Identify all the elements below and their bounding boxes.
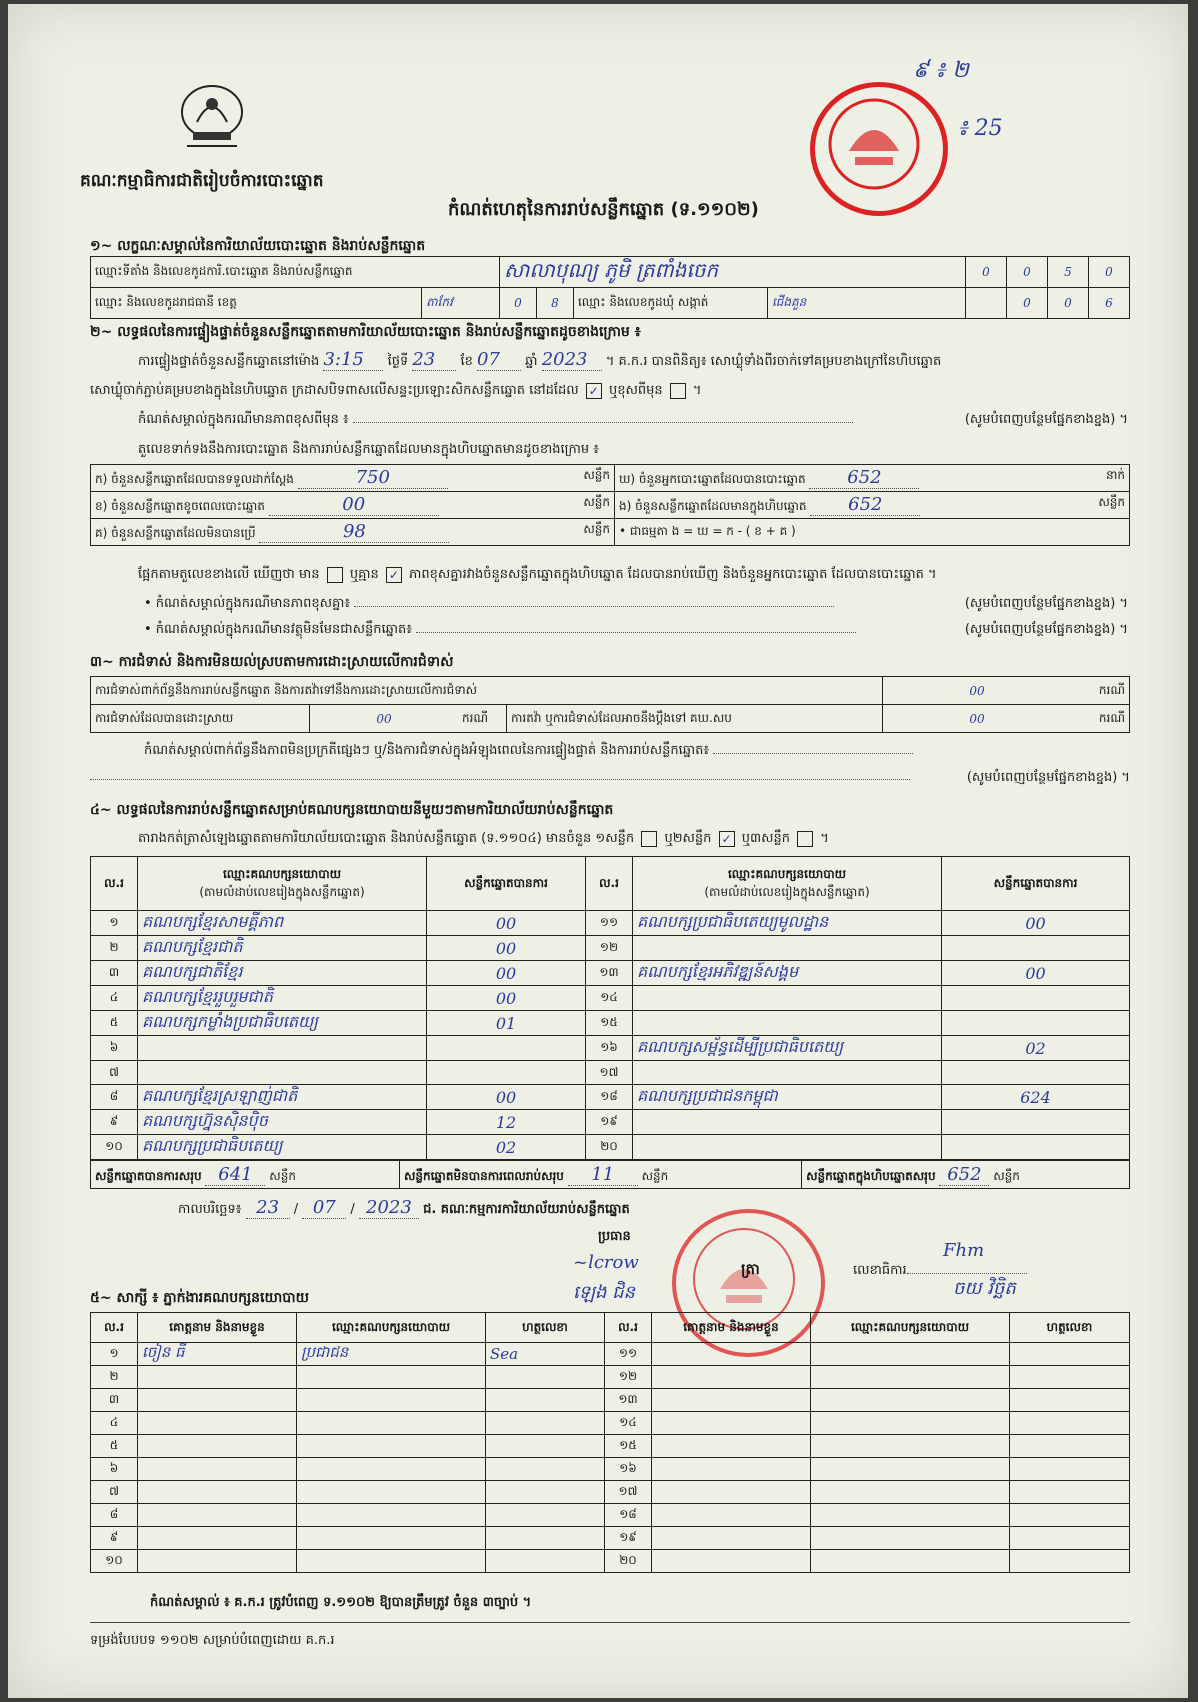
witness-name-left — [138, 1389, 297, 1412]
witness-party-left: ប្រជាជន — [297, 1343, 486, 1366]
result-votes-right: 00 — [942, 961, 1130, 986]
s3-r1-value: 00 — [883, 677, 1072, 705]
witness-row — [91, 1458, 1130, 1481]
result-no-right: ២០ — [586, 1135, 633, 1160]
result-party-left: គណបក្សជាតិខ្មែរ — [138, 961, 427, 986]
witness-row — [91, 1481, 1130, 1504]
nec-emblem — [173, 82, 251, 154]
witness-row — [91, 1550, 1130, 1573]
s2-bullet-1: • កំណត់សម្គាល់ក្នុងករណីមានភាពខុសគ្នា៖ (សូមបំពេញបន្ថែមផ្នែកខាងខ្នង) ។ — [144, 596, 1128, 611]
time-value: 3:15 — [323, 349, 383, 371]
s3-note: កំណត់សម្គាល់ពាក់ព័ន្ធនឹងភាពមិនប្រក្រតីផ្សេងៗ ឬ/និងការជំទាស់ក្នុងអំឡុងពេលនៃការផ្ទៀងផ្ទាត់ និងការរាប់សន្លឹកឆ្នោត៖ — [144, 742, 1128, 761]
count-k-row: ក) ចំនួនសន្លឹកឆ្នោតដែលបានទទួលដាក់ស្ដែង 750 សន្លឹក — [91, 465, 615, 492]
total-invalid: សន្លឹកឆ្នោតមិនបានការពេលរាប់សរុប 11 សន្លឹក — [399, 1161, 801, 1189]
witness-party-right — [811, 1366, 1010, 1389]
witness-name-left — [138, 1435, 297, 1458]
witness-party-left — [297, 1481, 486, 1504]
col-party-right: ឈ្មោះគណបក្សនយោបាយ (តាមលំដាប់លេខរៀងក្នុងសន្លឹកឆ្នោត) — [633, 857, 942, 911]
witness-no-right: ១៣ — [605, 1389, 652, 1412]
section-1-heading: ១~ លក្ខណៈសម្គាល់នៃការិយាល័យបោះឆ្នោត និងរាប់សន្លឹកឆ្នោត — [90, 238, 426, 254]
result-no-right: ១១ — [586, 911, 633, 936]
footer-text: ទម្រង់បែបបទ ១១០២ សម្រាប់បំពេញដោយ គ.ក.រ — [90, 1633, 335, 1648]
date-line: កាលបរិច្ឆេទ៖ 23 / 07 / 2023 ជ. គណៈកម្មការការិយាល័យរាប់សន្លឹកឆ្នោត — [178, 1197, 630, 1218]
result-no-right: ១៥ — [586, 1011, 633, 1036]
witness-sign-right — [1010, 1412, 1130, 1435]
section-2-heading: ២~ លទ្ធផលនៃការផ្ទៀងផ្ទាត់ចំនួនសន្លឹកឆ្នោតតាមការិយាល័យបោះឆ្នោត និងរាប់សន្លឹកឆ្នោតដូចខាងក្រោម ៖ — [90, 324, 641, 340]
witness-sign-left — [486, 1550, 605, 1573]
total-valid: សន្លឹកឆ្នោតបានការសរុប 641 សន្លឹក — [91, 1161, 400, 1189]
result-party-right — [633, 986, 942, 1011]
witness-party-left — [297, 1550, 486, 1573]
s2-line1: ការផ្ទៀងផ្ទាត់ចំនួនសន្លឹកឆ្នោតនៅម៉ោង 3:15 ថ្ងៃទី 23 ខែ 07 ឆ្នាំ 2023 ។ គ.ក.រ បានពិនិត្យ៖ សោឃ្លុំទាំងពីរចាក់ទៅគម្របខាងក្រៅនៃហិបឆ្នោត — [138, 349, 942, 370]
result-party-left: គណបក្សខ្មែររួបរួមជាតិ — [138, 986, 427, 1011]
witness-name-right — [652, 1412, 811, 1435]
result-party-left: គណបក្សខ្មែរស្រឡាញ់ជាតិ — [138, 1085, 427, 1110]
result-party-left: គណបក្សហ្វ៊ុនស៊ិនប៉ិច — [138, 1110, 427, 1135]
result-no-left: ៤ — [91, 986, 138, 1011]
witness-sign-left — [486, 1527, 605, 1550]
result-party-right: គណបក្សសម្ព័ន្ធដើម្បីប្រជាធិបតេយ្យ — [633, 1036, 942, 1061]
result-votes-right: 624 — [942, 1085, 1130, 1110]
result-no-left: ៨ — [91, 1085, 138, 1110]
section-3-heading: ៣~ ការជំទាស់ និងការមិនយល់ស្របតាមការដោះស្រាយលើការជំទាស់ — [90, 654, 454, 670]
witness-no-left: ១០ — [91, 1550, 138, 1573]
witness-party-right — [811, 1527, 1010, 1550]
org-name: គណៈកម្មាធិការជាតិរៀបចំការបោះឆ្នោត — [80, 171, 324, 191]
s1-r2b-label: ឈ្មោះ និងលេខកូដឃុំ សង្កាត់ — [574, 288, 768, 318]
witness-no-left: ២ — [91, 1366, 138, 1389]
witness-sign-right — [1010, 1458, 1130, 1481]
year-value: 2023 — [542, 349, 602, 371]
witness-table: ល.រ គោត្តនាម និងនាមខ្លួន ឈ្មោះគណបក្សនយោបាយ ហត្ថលេខា ល.រ គោត្តនាម និងនាមខ្លួន ឈ្មោះគណបក្សនយោបាយ ហត្ថលេខា ១ ចៀន ធី ប្រជាជន Sea ១១ ២ ១២ ៣ ១៣ ៤ ១៤ ៥ ១៥ ៦ ១៦ ៧ ១៧ ៨ ១៨ ៩ ១៩ ១០ ២០ — [90, 1312, 1130, 1573]
result-row — [91, 961, 1130, 986]
result-no-right: ១៣ — [586, 961, 633, 986]
count-kh-row: ខ) ចំនួនសន្លឹកឆ្នោតខូចពេលបោះឆ្នោត 00 សន្លឹក — [91, 492, 615, 519]
stamp-note-1: ៩ ៖ ២ — [913, 58, 969, 83]
witness-name-right — [652, 1343, 811, 1366]
result-party-right — [633, 1135, 942, 1160]
s2-bullet-2: • កំណត់សម្គាល់ក្នុងករណីមានវត្ថុមិនមែនជាសន្លឹកឆ្នោត៖ (សូមបំពេញបន្ថែមផ្នែកខាងខ្នង) ។ — [144, 622, 1128, 637]
s3-r2-label: ការជំទាស់ដែលបានដោះស្រាយ — [91, 705, 310, 733]
s2-note: កំណត់សម្គាល់ក្នុងករណីមានភាពខុសពីមុន ៖ (សូមបំពេញបន្ថែមផ្នែកខាងខ្នង) ។ — [138, 412, 1128, 427]
witness-party-left — [297, 1458, 486, 1481]
s1-r2b-value: ជើងគួន — [772, 295, 807, 309]
result-party-right: គណបក្សប្រជាជនកម្ពុជា — [633, 1085, 942, 1110]
result-votes-left: 00 — [427, 911, 586, 936]
witness-sign-left — [486, 1366, 605, 1389]
result-votes-right: 02 — [942, 1036, 1130, 1061]
s1-r2b-code-2: 0 — [1048, 288, 1089, 319]
sheets-3-checkbox[interactable] — [797, 831, 813, 847]
month-value: 07 — [477, 349, 521, 371]
result-votes-right — [942, 1110, 1130, 1135]
witness-party-left — [297, 1412, 486, 1435]
secretary-label: លេខាធិការ — [853, 1262, 1027, 1281]
results-totals — [90, 1160, 1130, 1189]
witness-row — [91, 1504, 1130, 1527]
s3-note-line: (សូមបំពេញបន្ថែមផ្នែកខាងខ្នង) ។ — [90, 769, 1130, 788]
witness-party-left — [297, 1504, 486, 1527]
witness-name-left — [138, 1504, 297, 1527]
s3-r2-value: 00 — [310, 705, 459, 733]
witness-party-right — [811, 1389, 1010, 1412]
result-votes-left: 12 — [427, 1110, 586, 1135]
witness-sign-left — [486, 1389, 605, 1412]
witness-name-right — [652, 1527, 811, 1550]
different-checkbox[interactable] — [670, 383, 686, 399]
witness-party-left — [297, 1366, 486, 1389]
result-votes-left: 00 — [427, 1085, 586, 1110]
witness-sign-right — [1010, 1389, 1130, 1412]
witness-no-right: ១២ — [605, 1366, 652, 1389]
result-votes-left — [427, 1061, 586, 1085]
result-row — [91, 936, 1130, 961]
stamp-note-2: ៖ 25 — [958, 116, 1003, 141]
witness-no-left: ៨ — [91, 1504, 138, 1527]
result-party-right — [633, 1061, 942, 1085]
witness-sign-left — [486, 1412, 605, 1435]
result-votes-left: 02 — [427, 1135, 586, 1160]
col-no-right: ល.រ — [586, 857, 633, 911]
witness-no-left: ៤ — [91, 1412, 138, 1435]
results-table — [90, 856, 1130, 1160]
count-ko-row: គ) ចំនួនសន្លឹកឆ្នោតដែលមិនបានប្រើ 98 សន្លឹក — [91, 519, 615, 546]
witness-name-right — [652, 1504, 811, 1527]
col-no-left: ល.រ — [91, 857, 138, 911]
result-votes-right — [942, 1061, 1130, 1085]
section-4-heading: ៤~ លទ្ធផលនៃការរាប់សន្លឹកឆ្នោតសម្រាប់គណបក្សនយោបាយនីមួយៗតាមការិយាល័យរាប់សន្លឹកឆ្នោត — [90, 802, 614, 818]
counts-table — [90, 464, 1130, 546]
no-diff-checkbox[interactable]: ✓ — [386, 567, 402, 583]
seal-word: ត្រា — [741, 1260, 760, 1278]
witness-no-left: ៣ — [91, 1389, 138, 1412]
result-party-left: គណបក្សប្រជាធិបតេយ្យ — [138, 1135, 427, 1160]
s1-r1-code-3: 5 — [1048, 257, 1089, 288]
result-party-left — [138, 1036, 427, 1061]
result-no-left: ៦ — [91, 1036, 138, 1061]
witness-sign-right — [1010, 1343, 1130, 1366]
s1-r2b-code-1: 0 — [1007, 288, 1048, 319]
witness-party-left — [297, 1527, 486, 1550]
witness-party-right — [811, 1458, 1010, 1481]
witness-party-left — [297, 1389, 486, 1412]
count-k-value: 750 — [298, 467, 448, 489]
witness-no-right: ១៥ — [605, 1435, 652, 1458]
witness-no-right: ១១ — [605, 1343, 652, 1366]
witness-no-right: ១៨ — [605, 1504, 652, 1527]
result-party-right — [633, 1110, 942, 1135]
witness-no-right: ១៤ — [605, 1412, 652, 1435]
count-gh-value: 652 — [809, 467, 919, 489]
result-row — [91, 1085, 1130, 1110]
witness-no-left: ៧ — [91, 1481, 138, 1504]
chair-signature: ~lcrow — [573, 1252, 639, 1273]
witness-sign-right — [1010, 1550, 1130, 1573]
s2-counts-intro: តួលេខទាក់ទងនឹងការបោះឆ្នោត និងការរាប់សន្លឹកឆ្នោតដែលមានក្នុងហិបឆ្នោតមានដូចខាងក្រោម ៖ — [138, 442, 599, 457]
witness-name-left — [138, 1527, 297, 1550]
count-kh-value: 00 — [269, 494, 439, 516]
witness-name-left — [138, 1366, 297, 1389]
witness-party-right — [811, 1435, 1010, 1458]
witness-name-right — [652, 1389, 811, 1412]
footer-rule — [90, 1622, 1130, 1623]
count-ng-row: ង) ចំនួនសន្លឹកឆ្នោតដែលមានក្នុងហិបឆ្នោត 652 សន្លឹក — [615, 492, 1130, 519]
result-party-left: គណបក្សខ្មែរជាតិ — [138, 936, 427, 961]
witness-sign-right — [1010, 1481, 1130, 1504]
s1-r1-value: សាលាបុណ្យ ភូមិ ត្រពាំងចេក — [500, 257, 966, 288]
secretary-signature: Fhm — [943, 1240, 985, 1261]
witness-party-right — [811, 1504, 1010, 1527]
witness-party-right — [811, 1343, 1010, 1366]
sheets-2-checkbox[interactable]: ✓ — [719, 831, 735, 847]
s1-r1-code-2: 0 — [1007, 257, 1048, 288]
result-row — [91, 986, 1130, 1011]
s1-r1-label: ឈ្មោះទីតាំង និងលេខកូដការិ.បោះឆ្នោត និងរាប់សន្លឹកឆ្នោត — [91, 257, 500, 288]
result-votes-right — [942, 1135, 1130, 1160]
result-party-left: គណបក្សកម្លាំងប្រជាធិបតេយ្យ — [138, 1011, 427, 1036]
s1-r2-label: ឈ្មោះ និងលេខកូដរាជធានី ខេត្ត — [91, 288, 422, 318]
day-value: 23 — [412, 349, 456, 371]
result-no-right: ១៧ — [586, 1061, 633, 1085]
official-seal-top — [810, 82, 948, 216]
witness-sign-left — [486, 1435, 605, 1458]
result-no-right: ១៤ — [586, 986, 633, 1011]
result-no-right: ១៨ — [586, 1085, 633, 1110]
result-row — [91, 1135, 1130, 1160]
witness-row — [91, 1366, 1130, 1389]
witness-no-left: ៦ — [91, 1458, 138, 1481]
result-row — [91, 1110, 1130, 1135]
section-1-table — [90, 256, 1130, 319]
result-no-right: ១៩ — [586, 1110, 633, 1135]
witness-row — [91, 1343, 1130, 1366]
form-title: កំណត់ហេតុនៃការរាប់សន្លឹកឆ្នោត (ទ.១១០២) — [448, 199, 759, 220]
witness-name-left — [138, 1412, 297, 1435]
result-no-left: ៩ — [91, 1110, 138, 1135]
witness-sign-left — [486, 1504, 605, 1527]
witness-party-right — [811, 1550, 1010, 1573]
witness-no-left: ៩ — [91, 1527, 138, 1550]
witness-party-left — [297, 1435, 486, 1458]
chair-label: ប្រធាន — [598, 1229, 631, 1244]
witness-name-right — [652, 1481, 811, 1504]
result-party-right: គណបក្សខ្មែរអភិវឌ្ឍន៍សង្គម — [633, 961, 942, 986]
witness-sign-left — [486, 1481, 605, 1504]
s3-r2b-label: ការតវ៉ា ឬការជំទាស់ដែលអាចនឹងប្ដឹងទៅ គឃ.សប — [507, 705, 883, 733]
has-diff-checkbox[interactable] — [327, 567, 343, 583]
result-no-right: ១២ — [586, 936, 633, 961]
witness-party-right — [811, 1481, 1010, 1504]
chair-name: ឡេង ជិន — [573, 1282, 635, 1303]
document-page — [8, 4, 1188, 1698]
witness-sign-left: Sea — [486, 1343, 605, 1366]
footnote: កំណត់សម្គាល់ ៖ គ.ក.រ ត្រូវបំពេញ ទ.១១០២ ឱ្យបានត្រឹមត្រូវ ចំនួន ៣ច្បាប់ ។ — [150, 1595, 532, 1610]
witness-name-right — [652, 1435, 811, 1458]
s2-compare: ផ្អែកតាមតួលេខខាងលើ ឃើញថា មាន ឬគ្មាន ✓ ភាពខុសគ្នារវាងចំនួនសន្លឹកឆ្នោតក្នុងហិបឆ្នោត ដែលបានរាប់ឃើញ និងចំនួនអ្នកបោះឆ្នោត ដែលបានបោះឆ្នោត ។ — [138, 567, 937, 582]
witness-no-left: ១ — [91, 1343, 138, 1366]
result-no-left: ១ — [91, 911, 138, 936]
result-row — [91, 1036, 1130, 1061]
s4-intro: តារាងកត់ត្រាសំឡេងឆ្នោតតាមការិយាល័យបោះឆ្នោត និងរាប់សន្លឹកឆ្នោត (ទ.១១០៤) មានចំនួន ១សន្លឹក ឬ២សន្លឹក ✓ ឬ៣សន្លឹក ។ — [138, 831, 829, 846]
witness-name-left — [138, 1550, 297, 1573]
result-party-right — [633, 936, 942, 961]
sheets-1-checkbox[interactable] — [641, 831, 657, 847]
result-votes-left: 00 — [427, 961, 586, 986]
result-no-left: ៥ — [91, 1011, 138, 1036]
s2-line2: សោឃ្លុំចាក់ភ្ជាប់គម្របខាងក្នុងនៃហិបឆ្នោត ក្រដាសបិទពាសលើសន្ទះប្រឡោះសិកសន្លឹកឆ្នោត នៅដដែល ✓ ឬខុសពីមុន ។ — [90, 383, 702, 398]
witness-name-right — [652, 1366, 811, 1389]
witness-name-right — [652, 1550, 811, 1573]
result-votes-left: 00 — [427, 986, 586, 1011]
result-no-left: ២ — [91, 936, 138, 961]
result-votes-left: 00 — [427, 936, 586, 961]
witness-name-left — [138, 1481, 297, 1504]
witness-row — [91, 1435, 1130, 1458]
result-votes-right — [942, 986, 1130, 1011]
witness-no-right: ១៩ — [605, 1527, 652, 1550]
witness-no-right: ១៦ — [605, 1458, 652, 1481]
witness-sign-right — [1010, 1504, 1130, 1527]
result-row — [91, 1061, 1130, 1085]
result-no-left: ៣ — [91, 961, 138, 986]
witness-sign-right — [1010, 1435, 1130, 1458]
col-votes-right: សន្លឹកឆ្នោតបានការ — [942, 857, 1130, 911]
s1-r1-code-1: 0 — [966, 257, 1007, 288]
same-checkbox[interactable]: ✓ — [586, 383, 602, 399]
col-party-left: ឈ្មោះគណបក្សនយោបាយ (តាមលំដាប់លេខរៀងក្នុងសន្លឹកឆ្នោត) — [138, 857, 427, 911]
witness-name-left: ចៀន ធី — [138, 1343, 297, 1366]
s3-r1-label: ការជំទាស់ពាក់ព័ន្ធនឹងការរាប់សន្លឹកឆ្នោត និងការតវ៉ាទៅនឹងការដោះស្រាយលើការជំទាស់ — [91, 677, 883, 705]
s1-r2-code-2: 8 — [537, 288, 574, 319]
result-party-right: គណបក្សប្រជាធិបតេយ្យមូលដ្ឋាន — [633, 911, 942, 936]
result-votes-right — [942, 1011, 1130, 1036]
witness-no-left: ៥ — [91, 1435, 138, 1458]
result-row — [91, 1011, 1130, 1036]
result-votes-left — [427, 1036, 586, 1061]
secretary-name: ចយ វិច្ឆិត — [953, 1278, 1016, 1299]
witness-row — [91, 1389, 1130, 1412]
result-votes-right — [942, 936, 1130, 961]
section-5-heading: ៥~ សាក្សី ៖ ភ្នាក់ងារគណបក្សនយោបាយ — [90, 1290, 309, 1306]
s1-r2-code-1: 0 — [500, 288, 537, 319]
count-ng-value: 652 — [810, 494, 920, 516]
result-party-right — [633, 1011, 942, 1036]
col-votes-left: សន្លឹកឆ្នោតបានការ — [427, 857, 586, 911]
result-no-left: ៧ — [91, 1061, 138, 1085]
witness-sign-right — [1010, 1366, 1130, 1389]
s3-r2b-value: 00 — [883, 705, 1072, 733]
witness-row — [91, 1527, 1130, 1550]
count-gh-row: ឃ) ចំនួនអ្នកបោះឆ្នោតដែលបានបោះឆ្នោត 652 នាក់ — [615, 465, 1130, 492]
result-party-left — [138, 1061, 427, 1085]
witness-name-right — [652, 1458, 811, 1481]
total-in-box: សន្លឹកឆ្នោតក្នុងហិបឆ្នោតសរុប 652 សន្លឹក — [802, 1161, 1130, 1189]
s1-r2b-code-3: 6 — [1089, 288, 1130, 319]
objections-table: ការជំទាស់ពាក់ព័ន្ធនឹងការរាប់សន្លឹកឆ្នោត និងការតវ៉ាទៅនឹងការដោះស្រាយលើការជំទាស់ 00 ករណី ការជំទាស់ដែលបានដោះស្រាយ 00 ករណី ការតវ៉ា ឬការជំទាស់ដែលអាចនឹងប្ដឹងទៅ គឃ.សប 00 ករណី — [90, 676, 1130, 733]
s1-r2-value: តាកែវ — [426, 295, 453, 309]
count-ko-value: 98 — [259, 521, 449, 543]
witness-no-right: ២០ — [605, 1550, 652, 1573]
s1-r1-code-4: 0 — [1089, 257, 1130, 288]
witness-name-left — [138, 1458, 297, 1481]
result-row — [91, 911, 1130, 936]
witness-sign-left — [486, 1458, 605, 1481]
witness-no-right: ១៧ — [605, 1481, 652, 1504]
result-votes-left: 01 — [427, 1011, 586, 1036]
formula: • ជាធម្មតា ង = ឃ = ក - ( ខ + គ ) — [615, 519, 1130, 546]
witness-party-right — [811, 1412, 1010, 1435]
result-no-left: ១០ — [91, 1135, 138, 1160]
witness-sign-right — [1010, 1527, 1130, 1550]
result-no-right: ១៦ — [586, 1036, 633, 1061]
result-party-left: គណបក្សខ្មែរសាមគ្គីភាព — [138, 911, 427, 936]
witness-row — [91, 1412, 1130, 1435]
result-votes-right: 00 — [942, 911, 1130, 936]
